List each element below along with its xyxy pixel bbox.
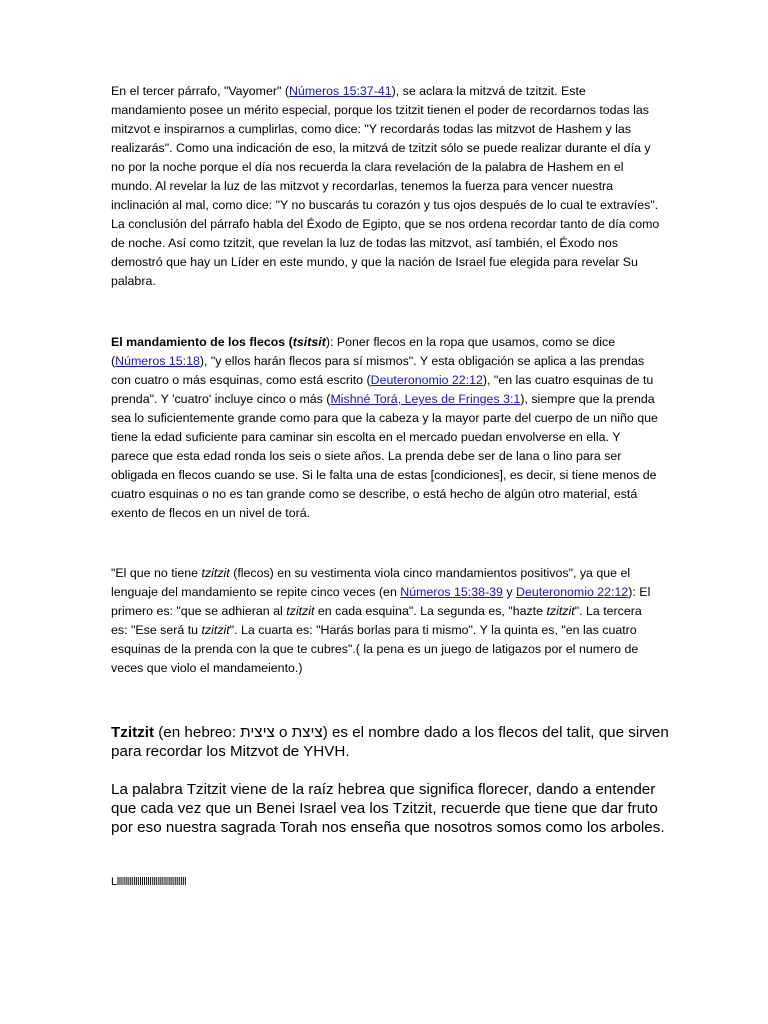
paragraph-vayomer xyxy=(111,82,661,291)
italic-term: tzitzit xyxy=(546,604,575,618)
text-segment: ". La cuarta es: "Harás borlas para ti mismo". Y la quinta es, "en las cuatro esquinas de la prenda con la que te cubres".( la pena es un juego de latigazos por el numero de veces que violo el mandameiento.) xyxy=(111,623,639,675)
text-segment: en cada esquina". La segunda es, "hazte xyxy=(314,604,547,618)
italic-term: tzitzit xyxy=(201,566,230,580)
paragraph-cinco-mandamientos xyxy=(111,564,661,678)
trailing-characters: Lllllllllllllllllllllllllllllllllll xyxy=(111,876,187,888)
text-segment: ), "y ellos harán flecos para sí mismos". Y esta obligación se aplica a las prendas con cuatro o más esquinas, como está escrito ( xyxy=(111,354,645,387)
link-numeros-15-37-41[interactable]: Números 15:37-41 xyxy=(288,84,392,98)
link-numeros-15-18[interactable]: Números 15:18 xyxy=(115,354,200,368)
paragraph-tzitzit-definition xyxy=(111,723,671,761)
term-tzitzit: Tzitzit xyxy=(111,724,155,741)
link-numeros-15-38-39[interactable]: Números 15:38-39 xyxy=(400,585,503,599)
term-tsitsit: tsitsit xyxy=(292,335,326,349)
text-segment: ), siempre que la prenda sea lo suficientemente grande como para que la cabeza y la mayor parte del cuerpo de un niño que tiene la edad suficiente para caminar sin escolta en el mercado puedan envolverse en ella. Y parece que esta edad ronda los seis o siete años. La prenda debe ser de lana o lino para ser obligada en flecos cuando se use. Si le falta una de estas [condiciones], es decir, si tiene menos de cuatro esquinas o no es tan grande como se describe, o está hecho de algún otro material, está exento de flecos en un nivel de torá. xyxy=(111,392,658,520)
text-segment: y xyxy=(502,585,517,599)
text-segment: (flecos) en su vestimenta viola cinco mandamientos positivos", ya que el lenguaje del mandamiento se repite cinco veces (en xyxy=(111,566,631,599)
paragraph-tzitzit-florecer: La palabra Tzitzit viene de la raíz hebrea que significa florecer, dando a entender que cada vez que un Benei Israel vea los Tzitzit, recuerde que tiene que dar fruto por eso nuestra sagrada Torah nos enseña que nosotros somos como los arboles. xyxy=(111,781,665,836)
italic-term: tzitzit xyxy=(286,604,315,618)
italic-term: tzitzit xyxy=(201,623,230,637)
text-segment: ), "en las cuatro esquinas de tu prenda". Y 'cuatro' incluye cinco o más ( xyxy=(111,373,654,406)
text-segment: ), se aclara la mitzvá de tzitzit. Este mandamiento posee un mérito especial, porque los tzitzit tienen el poder de recordarnos todas las mitzvot e inspirarnos a cumplirlas, como dice: "Y recordarás todas las mitzvot de Hashem y las realizarás". Como una indicación de eso, la mitzvá de tzitzit sólo se puede realizar durante el día y no por la noche porque el día nos recuerda la clara revelación de la palabra de Hashem en el mundo. Al revelar la luz de las mitzvot y recordarlas, tenemos la fuerza para vencer nuestra inclinación al mal, como dice: "Y no buscarás tu corazón y tus ojos después de lo cual te extravíes". La conclusión del párrafo habla del Éxodo de Egipto, que se nos ordena recordar tanto de día como de noche. Así como tzitzit, que revelan la luz de todas las mitzvot, así también, el Éxodo nos demostró que hay un Líder en este mundo, y que la nación de Israel fue elegida para revelar Su palabra. xyxy=(111,84,660,288)
text-segment: En el tercer párrafo, "Vayomer" ( xyxy=(111,84,289,98)
link-deuteronomio-22-12-b[interactable]: Deuteronomio 22:12 xyxy=(516,585,629,599)
heading-run xyxy=(111,335,326,349)
link-deuteronomio-22-12[interactable]: Deuteronomio 22:12 xyxy=(370,373,483,387)
paragraph-mandamiento-flecos xyxy=(111,333,661,523)
text-segment: (en hebreo: ציצית o ציצת) es el nombre dado a los flecos del talit, que sirven para recordar los Mitzvot de YHVH. xyxy=(111,724,669,760)
text-segment: ): Poner flecos en la ropa que usamos, como se dice ( xyxy=(111,335,616,368)
text-segment: ". La tercera es: "Ese será tu xyxy=(111,604,642,637)
text-segment: ): El primero es: "que se adhieran al xyxy=(111,585,651,618)
text-segment: El mandamiento de los flecos ( xyxy=(111,335,293,349)
link-mishne-tora[interactable]: Mishné Torá, Leyes de Fringes 3:1 xyxy=(330,392,521,406)
text-segment: "El que no tiene xyxy=(111,566,202,580)
